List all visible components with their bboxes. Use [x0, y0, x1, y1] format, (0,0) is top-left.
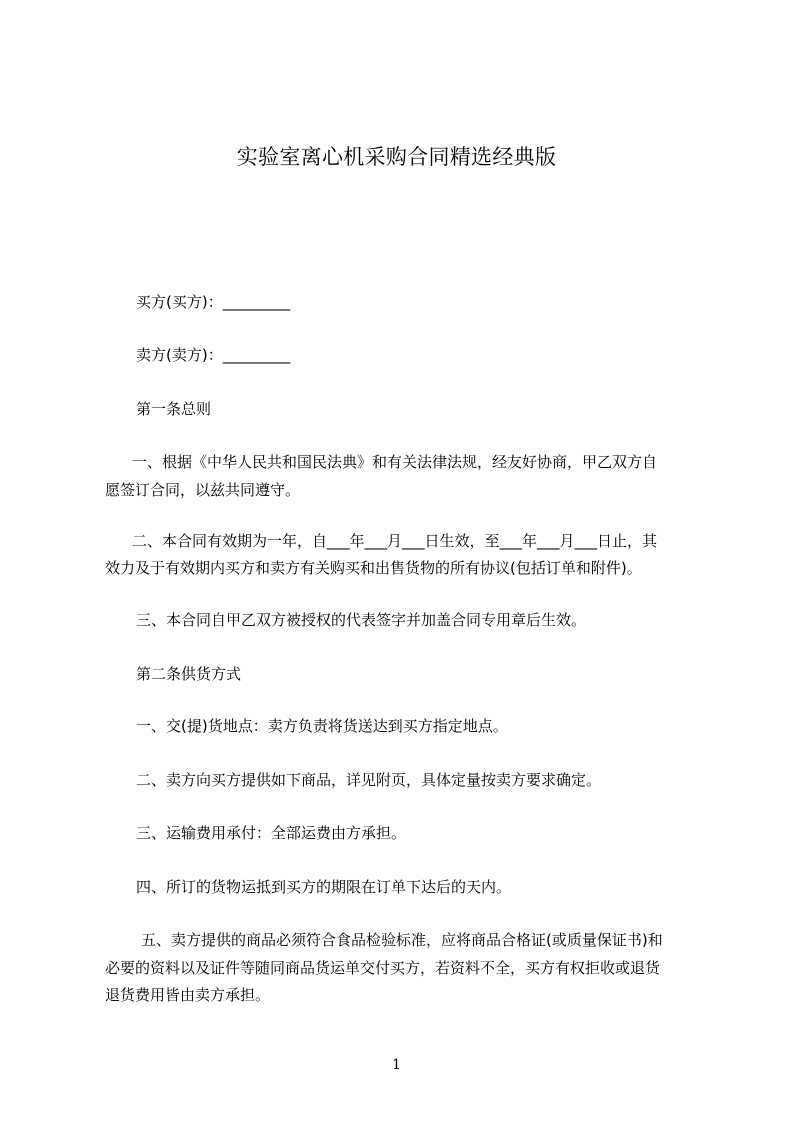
buyer-line: 买方(买方)：_________	[136, 293, 291, 311]
article1-heading: 第一条总则	[136, 400, 212, 418]
article2-heading: 第二条供货方式	[136, 665, 242, 683]
article2-clause1: 一、交(提)货地点：卖方负责将货送达到买方指定地点。	[136, 717, 508, 735]
article2-clause5-line1: 五、卖方提供的商品必须符合食品检验标准，应将商品合格证(或质量保证书)和	[141, 931, 663, 949]
article1-clause1-line1: 一、根据《中华人民共和国民法典》和有关法律法规，经友好协商，甲乙双方自	[132, 453, 658, 471]
article1-clause2-line2: 效力及于有效期内买方和卖方有关购买和出售货物的所有协议(包括订单和附件)。	[105, 559, 642, 577]
article2-clause5-line3: 退货费用皆由卖方承担。	[105, 986, 271, 1004]
article1-clause3: 三、本合同自甲乙双方被授权的代表签字并加盖合同专用章后生效。	[136, 611, 587, 629]
seller-line: 卖方(卖方)：_________	[136, 346, 291, 364]
article2-clause2: 二、卖方向买方提供如下商品，详见附页，具体定量按卖方要求确定。	[136, 771, 602, 789]
article2-clause4: 四、所订的货物运抵到买方的期限在订单下达后的天内。	[136, 878, 512, 896]
page-number: 1	[392, 1057, 401, 1073]
document-title: 实验室离心机采购合同精选经典版	[236, 145, 557, 169]
article1-clause2-line1: 二、本合同有效期为一年，自___年___月___日生效，至___年___月___日止，其	[132, 532, 658, 550]
article1-clause1-line2: 愿签订合同，以兹共同遵守。	[105, 481, 301, 499]
article2-clause5-line2: 必要的资料以及证件等随同商品货运单交付买方，若资料不全，买方有权拒收或退货	[105, 959, 661, 977]
article2-clause3: 三、运输费用承付：全部运费由方承担。	[136, 824, 407, 842]
